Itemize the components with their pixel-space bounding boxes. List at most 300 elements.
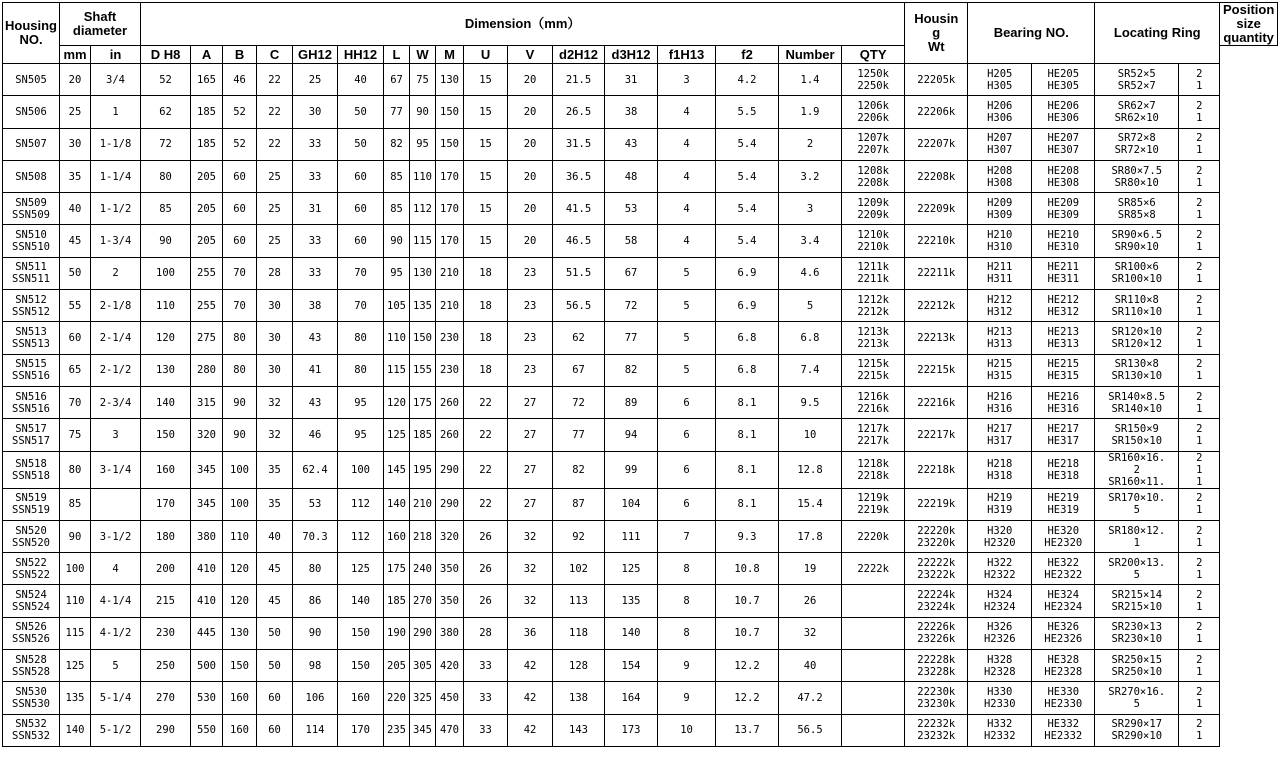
cell-housing: SN512 SSN512 <box>3 290 60 322</box>
cell-dh8: 100 <box>141 257 191 289</box>
cell-m: 210 <box>436 290 464 322</box>
cell-w: 95 <box>410 128 436 160</box>
cell-f1h13: 6 <box>658 386 716 418</box>
cell-v: 20 <box>508 128 553 160</box>
cell-d2h12: 128 <box>553 650 605 682</box>
cell-in: 5-1/4 <box>91 682 141 714</box>
cell-ring1: H330 H2330 <box>968 682 1032 714</box>
cell-gh12: 30 <box>293 96 338 128</box>
cell-f1h13: 5 <box>658 257 716 289</box>
header-w: W <box>410 46 436 64</box>
cell-in: 4-1/2 <box>91 617 141 649</box>
cell-ring2: HE216 HE316 <box>1032 386 1095 418</box>
cell-f1h13: 10 <box>658 714 716 746</box>
cell-number: SR90×6.5 SR90×10 <box>1095 225 1179 257</box>
cell-dh8: 170 <box>141 488 191 520</box>
cell-mm: 20 <box>60 64 91 96</box>
cell-bearing1: 1208k 2208k <box>842 160 905 192</box>
cell-hh12: 170 <box>338 714 384 746</box>
cell-c: 30 <box>257 354 293 386</box>
cell-ring2: HE332 HE2332 <box>1032 714 1095 746</box>
header-m: M <box>436 46 464 64</box>
cell-qty: 2 1 <box>1179 354 1220 386</box>
cell-d3h12: 111 <box>605 520 658 552</box>
table-row <box>3 650 1278 682</box>
cell-w: 75 <box>410 64 436 96</box>
cell-u: 15 <box>464 128 508 160</box>
cell-d3h12: 38 <box>605 96 658 128</box>
cell-mm: 45 <box>60 225 91 257</box>
cell-f1h13: 4 <box>658 225 716 257</box>
cell-f2: 8.1 <box>716 419 779 451</box>
cell-ring2: HE205 HE305 <box>1032 64 1095 96</box>
cell-l: 105 <box>384 290 410 322</box>
header-c: C <box>257 46 293 64</box>
cell-ring1: H211 H311 <box>968 257 1032 289</box>
cell-w: 240 <box>410 553 436 585</box>
cell-hh12: 140 <box>338 585 384 617</box>
cell-bearing2: 22207k <box>905 128 968 160</box>
cell-c: 30 <box>257 290 293 322</box>
cell-c: 32 <box>257 386 293 418</box>
cell-f1h13: 6 <box>658 488 716 520</box>
cell-b: 100 <box>223 451 257 488</box>
cell-l: 82 <box>384 128 410 160</box>
cell-qty: 2 1 <box>1179 290 1220 322</box>
cell-gh12: 25 <box>293 64 338 96</box>
cell-qty: 2 1 <box>1179 585 1220 617</box>
cell-a: 345 <box>191 451 223 488</box>
table-row <box>3 553 1278 585</box>
cell-f2: 5.4 <box>716 128 779 160</box>
cell-b: 70 <box>223 257 257 289</box>
cell-hh12: 50 <box>338 96 384 128</box>
cell-f2: 12.2 <box>716 650 779 682</box>
table-row <box>3 160 1278 192</box>
cell-v: 42 <box>508 650 553 682</box>
cell-ring2: HE218 HE318 <box>1032 451 1095 488</box>
cell-number: SR180×12. 1 <box>1095 520 1179 552</box>
cell-qty: 2 1 <box>1179 682 1220 714</box>
cell-m: 210 <box>436 257 464 289</box>
cell-d2h12: 92 <box>553 520 605 552</box>
cell-ring1: H213 H313 <box>968 322 1032 354</box>
header-housing-no: Housing NO. <box>3 3 60 64</box>
cell-w: 270 <box>410 585 436 617</box>
cell-c: 50 <box>257 617 293 649</box>
cell-d2h12: 102 <box>553 553 605 585</box>
cell-wt: 1.9 <box>779 96 842 128</box>
cell-a: 275 <box>191 322 223 354</box>
cell-d2h12: 143 <box>553 714 605 746</box>
cell-d2h12: 36.5 <box>553 160 605 192</box>
cell-wt: 32 <box>779 617 842 649</box>
cell-gh12: 114 <box>293 714 338 746</box>
cell-f2: 8.1 <box>716 488 779 520</box>
cell-bearing1 <box>842 585 905 617</box>
cell-f2: 5.4 <box>716 160 779 192</box>
table-row <box>3 386 1278 418</box>
cell-in: 2-1/2 <box>91 354 141 386</box>
cell-in: 1-1/8 <box>91 128 141 160</box>
cell-d2h12: 21.5 <box>553 64 605 96</box>
cell-in <box>91 488 141 520</box>
cell-wt: 2 <box>779 128 842 160</box>
cell-b: 90 <box>223 386 257 418</box>
cell-housing: SN528 SSN528 <box>3 650 60 682</box>
cell-bearing2: 22232k 23232k <box>905 714 968 746</box>
cell-f2: 6.8 <box>716 322 779 354</box>
cell-qty: 2 1 <box>1179 160 1220 192</box>
cell-u: 33 <box>464 650 508 682</box>
header-housing-wt: Housin g Wt <box>905 3 968 64</box>
table-row <box>3 354 1278 386</box>
cell-number: SR270×16. 5 <box>1095 682 1179 714</box>
cell-dh8: 52 <box>141 64 191 96</box>
cell-gh12: 31 <box>293 193 338 225</box>
cell-qty: 2 1 <box>1179 257 1220 289</box>
cell-f1h13: 7 <box>658 520 716 552</box>
cell-wt: 5 <box>779 290 842 322</box>
cell-v: 20 <box>508 64 553 96</box>
cell-bearing2: 22216k <box>905 386 968 418</box>
cell-mm: 140 <box>60 714 91 746</box>
cell-f1h13: 3 <box>658 64 716 96</box>
cell-l: 190 <box>384 617 410 649</box>
cell-f1h13: 4 <box>658 96 716 128</box>
cell-housing: SN513 SSN513 <box>3 322 60 354</box>
cell-mm: 115 <box>60 617 91 649</box>
cell-m: 350 <box>436 585 464 617</box>
cell-c: 45 <box>257 585 293 617</box>
cell-d2h12: 67 <box>553 354 605 386</box>
cell-wt: 3 <box>779 193 842 225</box>
table-row <box>3 585 1278 617</box>
cell-m: 150 <box>436 96 464 128</box>
cell-v: 32 <box>508 553 553 585</box>
cell-number: SR140×8.5 SR140×10 <box>1095 386 1179 418</box>
cell-gh12: 33 <box>293 257 338 289</box>
cell-w: 210 <box>410 488 436 520</box>
cell-ring2: HE322 HE2322 <box>1032 553 1095 585</box>
cell-dh8: 270 <box>141 682 191 714</box>
cell-wt: 6.8 <box>779 322 842 354</box>
cell-in: 5 <box>91 650 141 682</box>
cell-ring1: H328 H2328 <box>968 650 1032 682</box>
cell-gh12: 98 <box>293 650 338 682</box>
cell-l: 145 <box>384 451 410 488</box>
cell-bearing1 <box>842 682 905 714</box>
cell-f1h13: 8 <box>658 553 716 585</box>
cell-u: 15 <box>464 96 508 128</box>
cell-d3h12: 154 <box>605 650 658 682</box>
cell-wt: 7.4 <box>779 354 842 386</box>
cell-b: 120 <box>223 585 257 617</box>
cell-bearing2: 22210k <box>905 225 968 257</box>
cell-gh12: 38 <box>293 290 338 322</box>
cell-d3h12: 173 <box>605 714 658 746</box>
table-row <box>3 322 1278 354</box>
cell-u: 22 <box>464 488 508 520</box>
cell-bearing2: 22222k 23222k <box>905 553 968 585</box>
cell-w: 175 <box>410 386 436 418</box>
cell-a: 410 <box>191 585 223 617</box>
cell-hh12: 40 <box>338 64 384 96</box>
cell-number: SR80×7.5 SR80×10 <box>1095 160 1179 192</box>
cell-gh12: 106 <box>293 682 338 714</box>
cell-hh12: 95 <box>338 419 384 451</box>
cell-ring1: H205 H305 <box>968 64 1032 96</box>
cell-bearing2: 22228k 23228k <box>905 650 968 682</box>
cell-wt: 12.8 <box>779 451 842 488</box>
cell-w: 290 <box>410 617 436 649</box>
cell-c: 30 <box>257 322 293 354</box>
header-l: L <box>384 46 410 64</box>
cell-ring2: HE209 HE309 <box>1032 193 1095 225</box>
cell-hh12: 50 <box>338 128 384 160</box>
cell-b: 90 <box>223 419 257 451</box>
cell-bearing1: 1250k 2250k <box>842 64 905 96</box>
cell-qty: 2 1 <box>1179 193 1220 225</box>
cell-ring2: HE207 HE307 <box>1032 128 1095 160</box>
cell-gh12: 33 <box>293 128 338 160</box>
table-row <box>3 617 1278 649</box>
cell-c: 22 <box>257 64 293 96</box>
header-hh12: HH12 <box>338 46 384 64</box>
cell-b: 60 <box>223 225 257 257</box>
cell-u: 26 <box>464 520 508 552</box>
cell-hh12: 112 <box>338 520 384 552</box>
cell-f2: 6.9 <box>716 290 779 322</box>
cell-bearing2: 22217k <box>905 419 968 451</box>
cell-l: 185 <box>384 585 410 617</box>
cell-w: 150 <box>410 322 436 354</box>
cell-ring2: HE210 HE310 <box>1032 225 1095 257</box>
cell-hh12: 125 <box>338 553 384 585</box>
cell-ring1: H206 H306 <box>968 96 1032 128</box>
header-in: in <box>91 46 141 64</box>
cell-ring2: HE206 HE306 <box>1032 96 1095 128</box>
spec-table-container <box>2 2 1278 747</box>
cell-ring1: H210 H310 <box>968 225 1032 257</box>
cell-qty: 2 1 1 <box>1179 451 1220 488</box>
cell-bearing2: 22219k <box>905 488 968 520</box>
cell-qty: 2 1 <box>1179 617 1220 649</box>
cell-l: 115 <box>384 354 410 386</box>
cell-dh8: 72 <box>141 128 191 160</box>
cell-hh12: 80 <box>338 322 384 354</box>
cell-ring2: HE212 HE312 <box>1032 290 1095 322</box>
cell-bearing2: 22224k 23224k <box>905 585 968 617</box>
cell-u: 15 <box>464 193 508 225</box>
cell-housing: SN507 <box>3 128 60 160</box>
cell-hh12: 80 <box>338 354 384 386</box>
cell-dh8: 250 <box>141 650 191 682</box>
cell-b: 70 <box>223 290 257 322</box>
cell-housing: SN520 SSN520 <box>3 520 60 552</box>
cell-in: 2-1/8 <box>91 290 141 322</box>
header-qty: QTY <box>842 46 905 64</box>
cell-in: 5-1/2 <box>91 714 141 746</box>
cell-a: 165 <box>191 64 223 96</box>
cell-d3h12: 125 <box>605 553 658 585</box>
cell-ring2: HE326 HE2326 <box>1032 617 1095 649</box>
cell-d3h12: 89 <box>605 386 658 418</box>
cell-mm: 85 <box>60 488 91 520</box>
cell-dh8: 80 <box>141 160 191 192</box>
cell-w: 130 <box>410 257 436 289</box>
cell-housing: SN508 <box>3 160 60 192</box>
cell-bearing1: 1218k 2218k <box>842 451 905 488</box>
cell-v: 20 <box>508 96 553 128</box>
cell-mm: 70 <box>60 386 91 418</box>
cell-housing: SN530 SSN530 <box>3 682 60 714</box>
cell-mm: 60 <box>60 322 91 354</box>
cell-l: 77 <box>384 96 410 128</box>
cell-v: 42 <box>508 714 553 746</box>
cell-f2: 12.2 <box>716 682 779 714</box>
cell-l: 85 <box>384 193 410 225</box>
header-b: B <box>223 46 257 64</box>
cell-d3h12: 94 <box>605 419 658 451</box>
cell-b: 110 <box>223 520 257 552</box>
cell-f2: 10.8 <box>716 553 779 585</box>
cell-v: 23 <box>508 257 553 289</box>
cell-c: 22 <box>257 128 293 160</box>
header-gh12: GH12 <box>293 46 338 64</box>
cell-u: 15 <box>464 64 508 96</box>
cell-in: 4-1/4 <box>91 585 141 617</box>
cell-l: 67 <box>384 64 410 96</box>
cell-bearing1 <box>842 714 905 746</box>
cell-hh12: 100 <box>338 451 384 488</box>
cell-w: 325 <box>410 682 436 714</box>
cell-d2h12: 51.5 <box>553 257 605 289</box>
cell-wt: 40 <box>779 650 842 682</box>
cell-b: 130 <box>223 617 257 649</box>
cell-d2h12: 41.5 <box>553 193 605 225</box>
cell-m: 320 <box>436 520 464 552</box>
cell-dh8: 150 <box>141 419 191 451</box>
cell-dh8: 200 <box>141 553 191 585</box>
cell-hh12: 95 <box>338 386 384 418</box>
cell-w: 195 <box>410 451 436 488</box>
cell-c: 28 <box>257 257 293 289</box>
cell-qty: 2 1 <box>1179 520 1220 552</box>
cell-f1h13: 4 <box>658 193 716 225</box>
cell-qty: 2 1 <box>1179 419 1220 451</box>
cell-number: SR130×8 SR130×10 <box>1095 354 1179 386</box>
cell-f2: 5.5 <box>716 96 779 128</box>
cell-d3h12: 58 <box>605 225 658 257</box>
cell-bearing1: 2222k <box>842 553 905 585</box>
cell-mm: 30 <box>60 128 91 160</box>
cell-mm: 35 <box>60 160 91 192</box>
cell-c: 35 <box>257 451 293 488</box>
cell-bearing1: 1219k 2219k <box>842 488 905 520</box>
cell-bearing1: 1217k 2217k <box>842 419 905 451</box>
cell-number: SR170×10. 5 <box>1095 488 1179 520</box>
cell-d2h12: 82 <box>553 451 605 488</box>
cell-wt: 10 <box>779 419 842 451</box>
cell-ring1: H215 H315 <box>968 354 1032 386</box>
cell-f1h13: 4 <box>658 160 716 192</box>
cell-d2h12: 72 <box>553 386 605 418</box>
cell-u: 15 <box>464 160 508 192</box>
cell-m: 260 <box>436 386 464 418</box>
cell-f2: 5.4 <box>716 193 779 225</box>
cell-w: 90 <box>410 96 436 128</box>
cell-a: 205 <box>191 225 223 257</box>
cell-a: 315 <box>191 386 223 418</box>
header-mm: mm <box>60 46 91 64</box>
cell-wt: 56.5 <box>779 714 842 746</box>
cell-gh12: 90 <box>293 617 338 649</box>
cell-d2h12: 31.5 <box>553 128 605 160</box>
cell-dh8: 120 <box>141 322 191 354</box>
cell-l: 110 <box>384 322 410 354</box>
cell-f2: 4.2 <box>716 64 779 96</box>
cell-bearing2: 22218k <box>905 451 968 488</box>
cell-number: SR150×9 SR150×10 <box>1095 419 1179 451</box>
cell-f1h13: 8 <box>658 617 716 649</box>
cell-m: 350 <box>436 553 464 585</box>
cell-mm: 135 <box>60 682 91 714</box>
cell-v: 27 <box>508 386 553 418</box>
cell-in: 4 <box>91 553 141 585</box>
cell-l: 125 <box>384 419 410 451</box>
cell-f1h13: 9 <box>658 682 716 714</box>
table-row <box>3 419 1278 451</box>
cell-l: 235 <box>384 714 410 746</box>
cell-v: 27 <box>508 451 553 488</box>
cell-u: 22 <box>464 451 508 488</box>
cell-hh12: 60 <box>338 160 384 192</box>
cell-c: 25 <box>257 193 293 225</box>
table-row <box>3 451 1278 488</box>
cell-qty: 2 1 <box>1179 714 1220 746</box>
cell-a: 320 <box>191 419 223 451</box>
cell-ring1: H217 H317 <box>968 419 1032 451</box>
cell-in: 3-1/2 <box>91 520 141 552</box>
cell-d3h12: 31 <box>605 64 658 96</box>
cell-f2: 6.9 <box>716 257 779 289</box>
cell-ring1: H209 H309 <box>968 193 1032 225</box>
cell-ring2: HE208 HE308 <box>1032 160 1095 192</box>
header-position-size: Position size quantity <box>1220 3 1278 46</box>
table-row <box>3 96 1278 128</box>
cell-dh8: 130 <box>141 354 191 386</box>
cell-housing: SN509 SSN509 <box>3 193 60 225</box>
cell-m: 170 <box>436 160 464 192</box>
cell-mm: 125 <box>60 650 91 682</box>
cell-d2h12: 113 <box>553 585 605 617</box>
cell-d2h12: 138 <box>553 682 605 714</box>
cell-wt: 3.4 <box>779 225 842 257</box>
cell-c: 45 <box>257 553 293 585</box>
cell-d3h12: 43 <box>605 128 658 160</box>
cell-a: 205 <box>191 160 223 192</box>
cell-hh12: 60 <box>338 225 384 257</box>
cell-bearing1: 1216k 2216k <box>842 386 905 418</box>
cell-a: 530 <box>191 682 223 714</box>
cell-d3h12: 99 <box>605 451 658 488</box>
cell-bearing1: 1206k 2206k <box>842 96 905 128</box>
cell-d2h12: 46.5 <box>553 225 605 257</box>
cell-bearing1: 1212k 2212k <box>842 290 905 322</box>
cell-wt: 9.5 <box>779 386 842 418</box>
cell-qty: 2 1 <box>1179 225 1220 257</box>
